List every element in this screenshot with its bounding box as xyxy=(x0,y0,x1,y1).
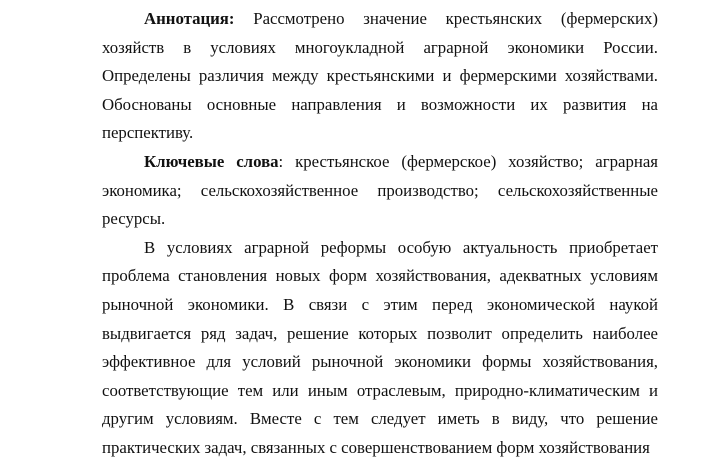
annotation-text: Рассмотрено значение крестьянских (фермерских) хозяйств в условиях многоукладной аграрной экономики России. Определены различия между крестьянскими и фермерскими хозяйствами. Обоснованы основные направления и возможности их развития на перспективу. xyxy=(102,9,658,143)
keywords-paragraph xyxy=(102,148,658,234)
keywords-text: : крестьянское (фермерское) хозяйство; аграрная экономика; сельскохозяйственное производство; сельскохозяйственные ресурсы. xyxy=(102,151,658,229)
document-page xyxy=(102,5,658,463)
body-paragraph xyxy=(102,234,658,463)
body-paragraph-text: В условиях аграрной реформы особую актуальность приобретает проблема становления новых форм хозяйствования, адекватных условиям рыночной экономики. В связи с этим перед экономической наукой выдвигается ряд задач, решение которых позволит определить наиболее эффективное для условий рыночной экономики формы хозяйствования, соответствующие тем или иным отраслевым, природно-климатическим и другим условиям. Вместе с тем следует иметь в виду, что решение практических задач, связанных с совершенствованием форм хозяйствования xyxy=(102,237,658,457)
annotation-label: Аннотация: xyxy=(144,9,235,28)
keywords-label: Ключевые слова xyxy=(144,151,279,171)
annotation-paragraph xyxy=(102,5,658,148)
